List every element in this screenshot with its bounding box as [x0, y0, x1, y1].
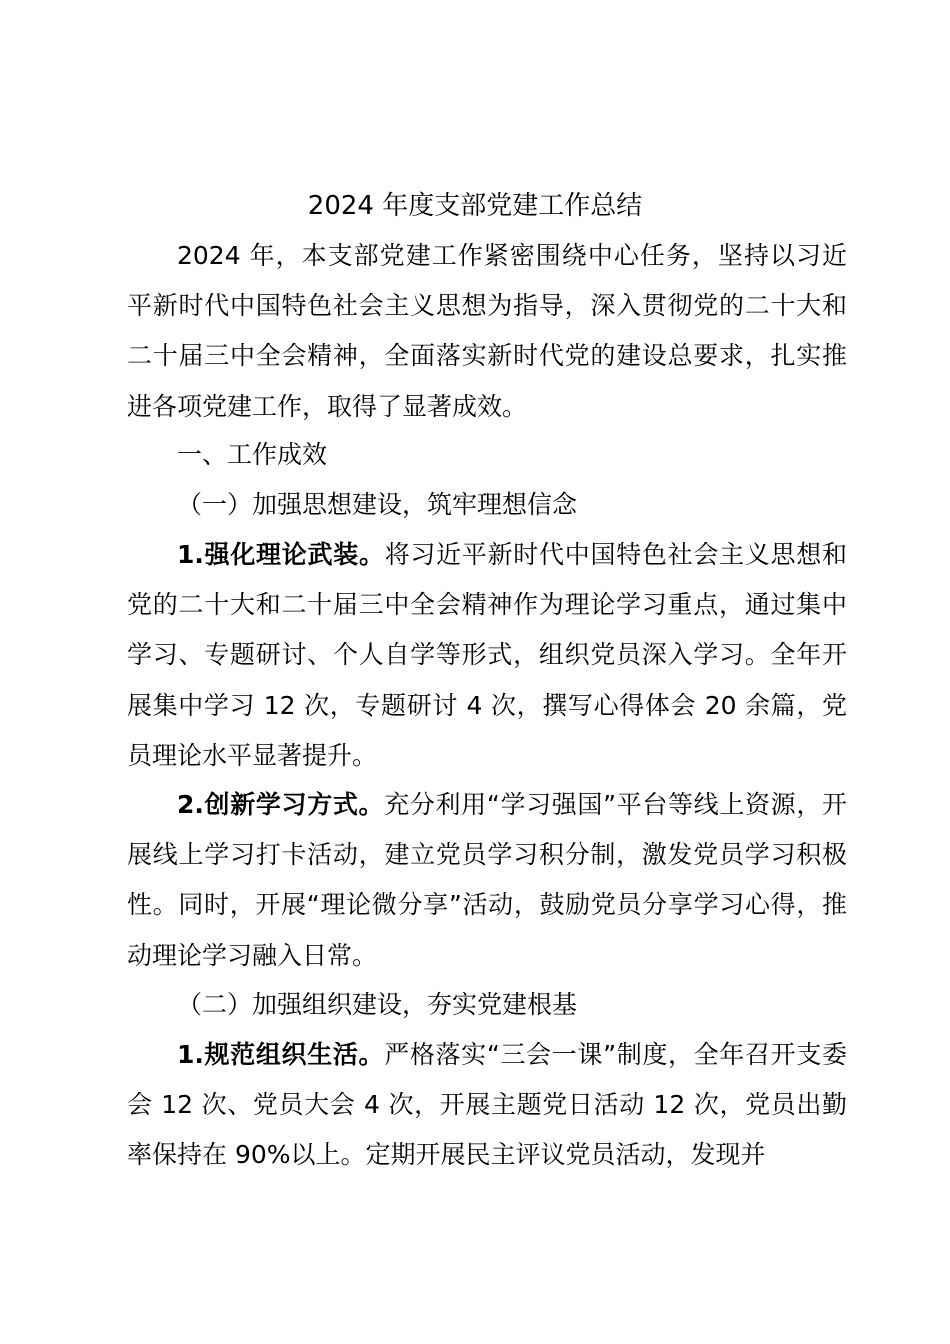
document-title: 2024 年度支部党建工作总结 [307, 191, 643, 221]
subsection-heading-ideology: （一）加强思想建设，筑牢理想信念 [177, 490, 578, 519]
item-lead: 2.创新学习方式。 [177, 790, 385, 819]
item-learning-methods [127, 780, 847, 981]
item-body: 充分利用“学习强国”平台等线上资源，开展线上学习打卡活动，建立党员学习积分制，激发党员学习积极性。同时，开展“理论微分享”活动，鼓励党员分享学习心得，推动理论学习融入日常。 [127, 790, 847, 970]
section-heading-work-results: 一、工作成效 [177, 440, 328, 469]
item-lead: 1.强化理论武装。 [177, 540, 385, 569]
item-organization-life [127, 1030, 847, 1181]
subsection-heading-organization: （二）加强组织建设，夯实党建根基 [177, 990, 578, 1019]
item-body: 将习近平新时代中国特色社会主义思想和党的二十大和二十届三中全会精神作为理论学习重点，通过集中学习、专题研讨、个人自学等形式，组织党员深入学习。全年开展集中学习 12 次，专题研讨 4 次，撰写心得体会 20 余篇，党员理论水平显著提升。 [127, 540, 847, 770]
item-lead: 1.规范组织生活。 [177, 1040, 385, 1069]
item-theory-arming [127, 530, 847, 781]
intro-paragraph: 2024 年，本支部党建工作紧密围绕中心任务，坚持以习近平新时代中国特色社会主义思想为指导，深入贯彻党的二十大和二十届三中全会精神，全面落实新时代党的建设总要求，扎实推进各项党建工作，取得了显著成效。 [127, 241, 847, 421]
item-body: 严格落实“三会一课”制度，全年召开支委会 12 次、党员大会 4 次，开展主题党日活动 12 次，党员出勤率保持在 90%以上。定期开展民主评议党员活动，发现并 [127, 1040, 847, 1170]
